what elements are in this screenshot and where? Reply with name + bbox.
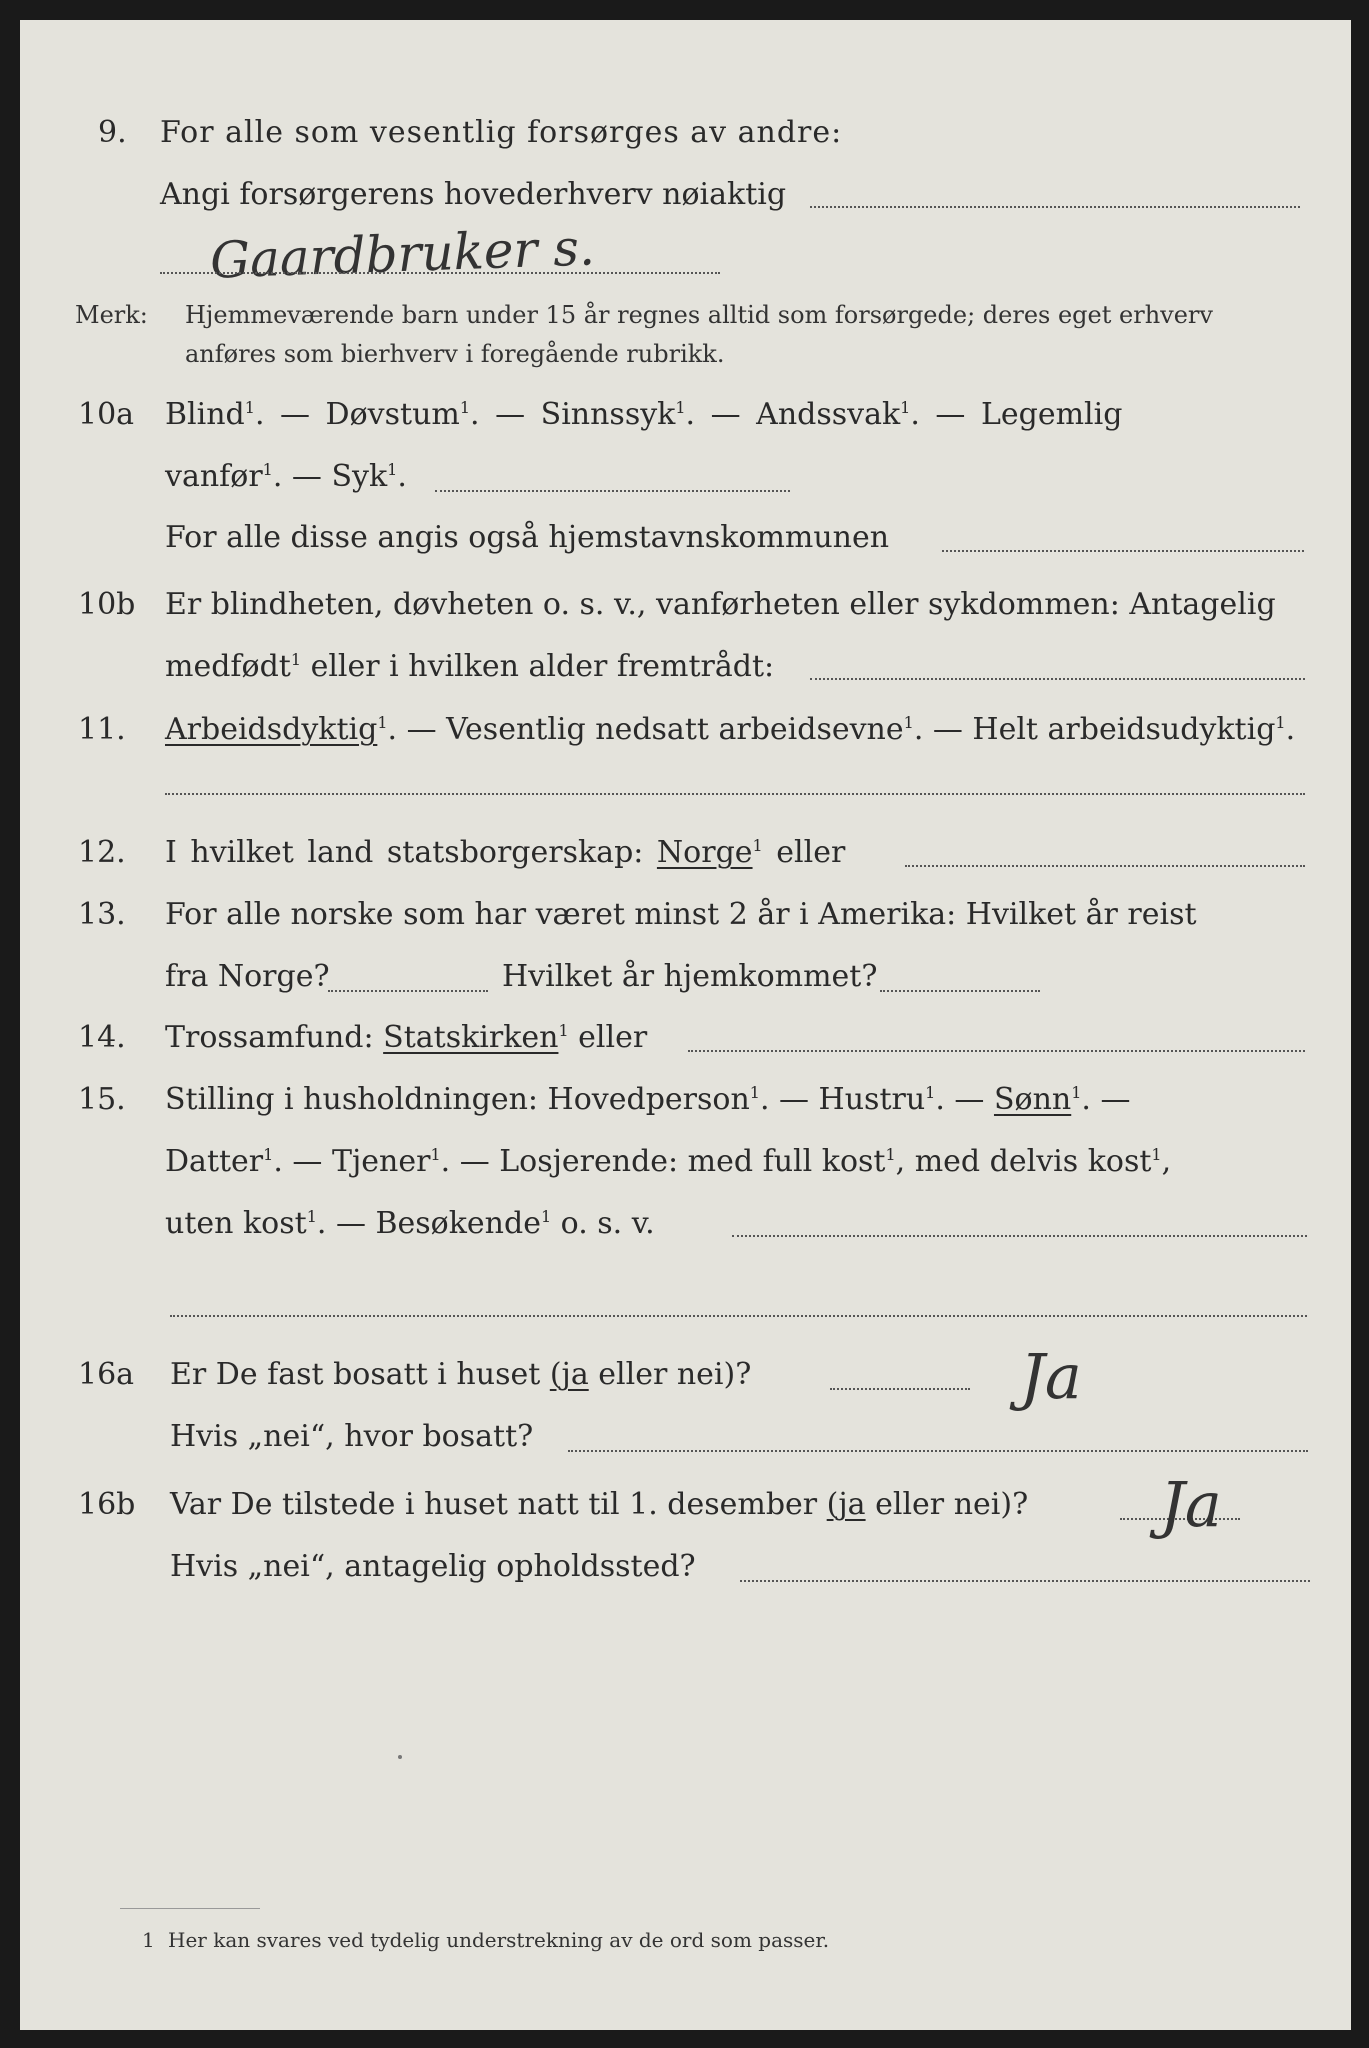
q15-sonn-underlined: Sønn: [993, 1082, 1072, 1117]
merk-line2: anføres som bierhverv i foregående rubrikk.: [185, 340, 725, 368]
q13-hjemkommet-label: Hvilket år hjemkommet?: [502, 959, 878, 994]
q16b-line1: Var De tilstede i huset natt til 1. desember (ja eller nei)?: [170, 1487, 1029, 1522]
q16a-number: 16a: [78, 1357, 135, 1392]
census-form-page: [20, 20, 1351, 2030]
q10a-kommune-line: [942, 550, 1304, 552]
q11-number: 11.: [78, 712, 126, 747]
q11-answer-line: [165, 793, 1305, 795]
q14-statskirken-underlined: Statskirken: [383, 1020, 559, 1055]
q12-norge-underlined: Norge: [656, 835, 753, 870]
q15-answer-line-2: [170, 1315, 1307, 1317]
q10a-line2: vanfør$^1$. — Syk$^1$.: [165, 459, 407, 494]
q13-reist-label: fra Norge?: [165, 959, 330, 994]
q15-line3: uten kost$^1$. — Besøkende$^1$ o. s. v.: [165, 1206, 655, 1241]
q10b-number: 10b: [78, 587, 136, 622]
q9-line1: For alle som vesentlig forsørges av andre:: [160, 115, 843, 150]
q15-line1: Stilling i husholdningen: Hovedperson$^1$. — Hustru$^1$. — Sønn$^1$. —: [165, 1082, 1131, 1117]
q12-line1: I hvilket land statsborgerskap: Norge$^1$ eller: [165, 835, 846, 870]
q10b-line2: medfødt$^1$ eller i hvilken alder fremtrådt:: [165, 649, 775, 684]
footnote-text: Her kan svares ved tydelig understrekning av de ord som passer.: [168, 1928, 830, 1952]
q11-arbeidsdyktig-underlined: Arbeidsdyktig: [165, 712, 378, 747]
footnote-rule: [120, 1908, 260, 1909]
q10b-answer-line: [810, 678, 1305, 680]
q9-answer-line: [810, 206, 1300, 208]
q13-line1: For alle norske som har været minst 2 år i Amerika: Hvilket år reist: [165, 897, 1197, 932]
q16b-opholdssted-line: [740, 1580, 1310, 1582]
footnote-number: 1: [142, 1928, 155, 1952]
q16b-number: 16b: [78, 1487, 136, 1522]
q16a-bosatt-line: [568, 1450, 1308, 1452]
q14-answer-line: [688, 1050, 1305, 1052]
q12-answer-line: [905, 865, 1305, 867]
q9-line2: Angi forsørgerens hovederhverv nøiaktig: [160, 177, 787, 212]
q16b-ja-underlined: (ja: [826, 1487, 866, 1522]
q16a-line2: Hvis „nei“, hvor bosatt?: [170, 1419, 534, 1454]
q12-number: 12.: [78, 835, 126, 870]
stray-mark: [398, 1755, 402, 1759]
q16a-ja-underlined: (ja: [549, 1357, 589, 1392]
q16b-line2: Hvis „nei“, antagelig opholdssted?: [170, 1549, 696, 1584]
q10a-line1: Blind$^1$. — Døvstum$^1$. — Sinnssyk$^1$. — Andssvak$^1$. — Legemlig: [165, 397, 1123, 432]
q10a-line3: For alle disse angis også hjemstavnskommunen: [165, 520, 890, 555]
merk-label: Merk:: [75, 301, 148, 329]
q16a-answer-line: [830, 1388, 970, 1390]
q9-handwritten-answer: Gaardbruker s.: [209, 218, 596, 290]
q9-number: 9.: [98, 115, 127, 150]
q10a-syk-line: [435, 490, 790, 492]
q15-line2: Datter$^1$. — Tjener$^1$. — Losjerende: med full kost$^1$, med delvis kost$^1$,: [165, 1144, 1172, 1179]
q15-number: 15.: [78, 1082, 126, 1117]
q15-answer-line: [732, 1235, 1307, 1237]
q11-line1: Arbeidsdyktig$^1$. — Vesentlig nedsatt arbeidsevne$^1$. — Helt arbeidsudyktig$^1$.: [165, 712, 1296, 747]
q9-answer-line-2: [160, 272, 720, 274]
q14-number: 14.: [78, 1020, 126, 1055]
q10a-number: 10a: [78, 397, 135, 432]
q16a-line1: Er De fast bosatt i huset (ja eller nei)?: [170, 1357, 752, 1392]
q14-line1: Trossamfund: Statskirken$^1$ eller: [165, 1020, 648, 1055]
q13-hjemkommet-line: [880, 990, 1040, 992]
q10b-line1: Er blindheten, døvheten o. s. v., vanførheten eller sykdommen: Antagelig: [165, 587, 1276, 622]
q16a-handwritten-answer: Ja: [1020, 1340, 1082, 1413]
q16b-handwritten-answer: Ja: [1160, 1468, 1222, 1541]
q13-reist-line: [328, 990, 488, 992]
merk-line1: Hjemmeværende barn under 15 år regnes alltid som forsørgede; deres eget erhverv: [185, 301, 1213, 329]
q13-number: 13.: [78, 897, 126, 932]
